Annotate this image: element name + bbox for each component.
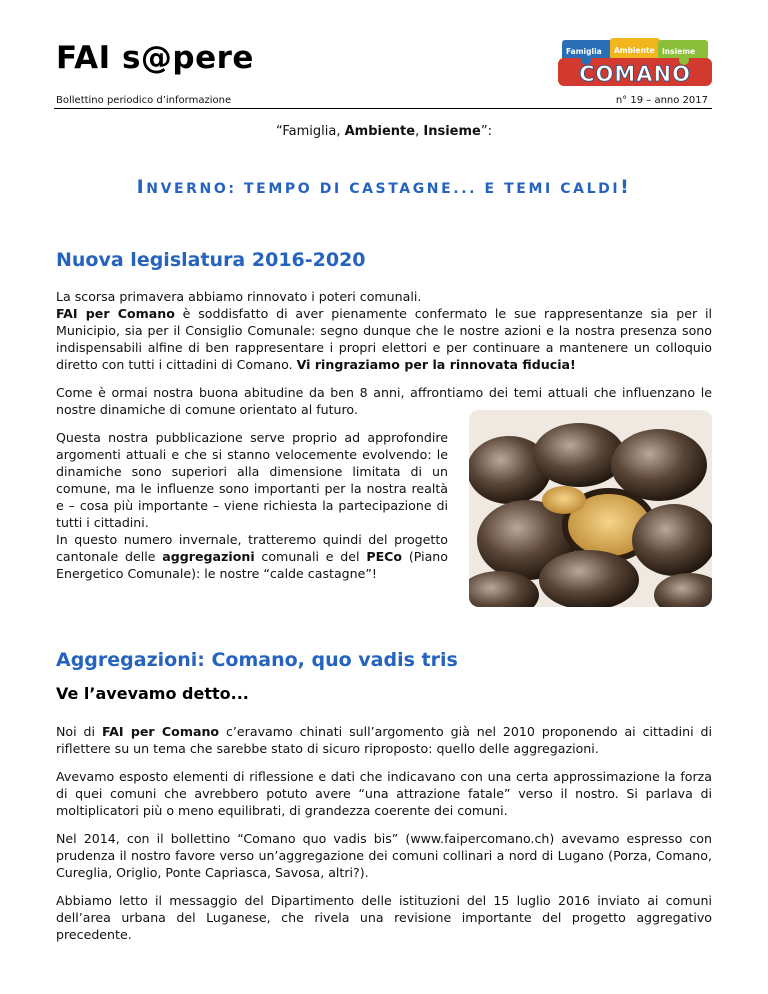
subheading-ve-lavevamo-detto: Ve l’avevamo detto...: [56, 684, 249, 703]
logo-word-ambiente: Ambiente: [614, 46, 655, 55]
paragraph-abitudine: Come è ormai nostra buona abitudine da ben 8 anni, affrontiamo dei temi attuali che influenzano le nostre dinamiche di comune orientato al futuro.: [56, 385, 712, 417]
paragraph-legislatura: La scorsa primavera abbiamo rinnovato i poteri comunali. FAI per Comano è soddisfatto di aver pienamente confermato le sue rappresentanze sia per il Municipio, sia per il Consiglio Comunale: segno dunque che le nostre azioni e la nostra presenza sono indispensabili alfine di ben rappresentare i propri elettori e per continuare a mantenere un colloquio diretto con tutti i cittadini di Comano. Vi ringraziamo per la rinnovata fiducia!: [56, 289, 712, 372]
masthead-title: FAI s@pere: [56, 40, 254, 76]
paragraph-fai-2010: Noi di FAI per Comano c’eravamo chinati sull’argomento già nel 2010 proponendo ai cittadini di riflettere su un tema che sarebbe stato di sicuro riproposto: quello delle aggregazioni.: [56, 724, 713, 756]
issue-headline: INVERNO: TEMPO DI CASTAGNE... E TEMI CALDI!: [136, 176, 632, 198]
paragraph-2014: Nel 2014, con il bollettino “Comano quo vadis bis” (www.faipercomano.ch) avevamo espresso con prudenza il nostro favore verso un’aggregazione dei comuni collinari a nord di Lugano (Porza, Comano, Cureglia, Origlio, Ponte Capriasca, Savosa, altri?).: [56, 831, 712, 880]
logo-name: COMANO: [579, 62, 691, 86]
masthead-divider: [54, 108, 712, 109]
logo-word-famiglia: Famiglia: [566, 47, 602, 56]
chestnuts-photo: [469, 410, 712, 607]
paragraph-riflessione: Avevamo esposto elementi di riflessione e dati che indicavano con una certa approssimazione la forza di quei comuni che avrebbero potuto avere “una attrazione fatale” verso il nostro. Si parlava di moltiplicatori più o meno equilibrati, di grandezza coerente dei comuni.: [56, 769, 712, 818]
section-heading-aggregazioni: Aggregazioni: Comano, quo vadis tris: [56, 649, 458, 671]
section-heading-legislatura: Nuova legislatura 2016-2020: [56, 249, 366, 271]
issue-number: n° 19 – anno 2017: [615, 95, 708, 106]
paragraph-dipartimento: Abbiamo letto il messaggio del Dipartimento delle istituzioni del 15 luglio 2016 inviato ai comuni dell’area urbana del Luganese, che rivela una revisione importante del progetto aggregativo precedente.: [56, 893, 712, 942]
paragraph-pubblicazione: Questa nostra pubblicazione serve proprio ad approfondire argomenti attuali e che si stanno velocemente evolvendo: le dinamiche sono superiori alla dimensione limitata di un comune, ma le influenze sono importanti per la nostra realtà e – cosa più importante – viene richiesta la partecipazione di tutti i cittadini. In questo numero invernale, tratteremo quindi del progetto cantonale delle aggregazioni comunali e del PECo (Piano Energetico Comunale): le nostre “calde castagne”!: [56, 430, 448, 581]
masthead-subtitle: Bollettino periodico d’informazione: [56, 95, 232, 106]
logo-word-insieme: Insieme: [662, 47, 696, 56]
comano-logo: [558, 36, 712, 94]
tagline: “Famiglia, Ambiente, Insieme”:: [276, 124, 492, 139]
